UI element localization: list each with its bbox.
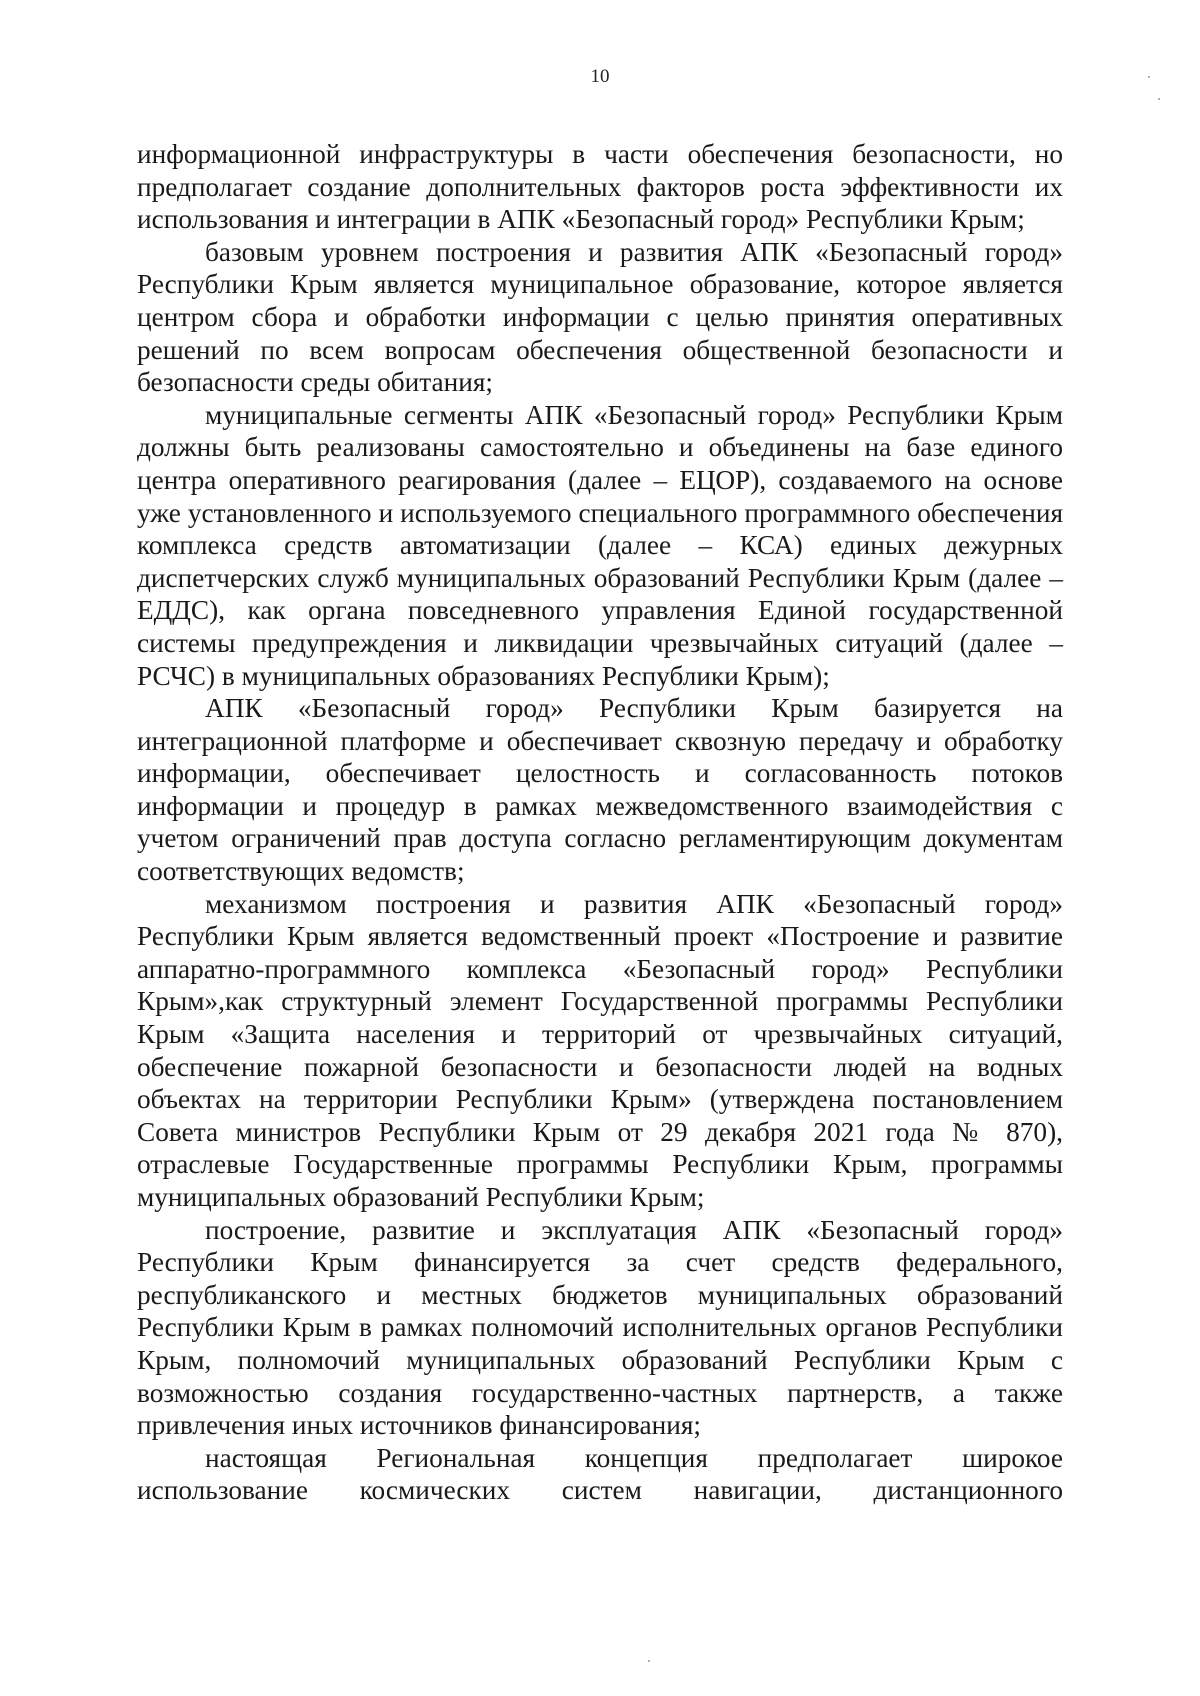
paragraph-3: муниципальные сегменты АПК «Безопасный город» Республики Крым должны быть реализованы самостоятельно и объединены на базе единого центра оперативного реагирования (далее – ЕЦОР), создаваемого на основе уже установленного и используемого специального программного обеспечения комплекса средств автоматизации (далее – КСА) единых дежурных диспетчерских служб муниципальных образований Республики Крым (далее – ЕДДС), как органа повседневного управления Единой государственной системы предупреждения и ликвидации чрезвычайных ситуаций (далее – РСЧС) в муниципальных образованиях Республики Крым);	[137, 399, 1063, 691]
paragraph-7: настоящая Региональная концепция предполагает широкое использование космических систем навигации, дистанционного	[137, 1442, 1063, 1506]
paragraph-6: построение, развитие и эксплуатация АПК «Безопасный город» Республики Крым финансируется за счет средств федерального, республиканского и местных бюджетов муниципальных образований Республики Крым в рамках полномочий исполнительных органов Республики Крым, полномочий муниципальных образований Республики Крым с возможностью создания государственно-частных партнерств, а также привлечения иных источников финансирования;	[137, 1214, 1063, 1441]
scan-speck	[1158, 98, 1160, 100]
paragraph-5: механизмом построения и развития АПК «Безопасный город» Республики Крым является ведомственный проект «Построение и развитие аппаратно-программного комплекса «Безопасный город» Республики Крым»,как структурный элемент Государственной программы Республики Крым «Защита населения и территорий от чрезвычайных ситуаций, обеспечение пожарной безопасности и безопасности людей на водных объектах на территории Республики Крым» (утверждена постановлением Совета министров Республики Крым от 29 декабря 2021 года № 870), отраслевые Государственные программы Республики Крым, программы муниципальных образований Республики Крым;	[137, 888, 1063, 1212]
body-text	[137, 138, 1063, 1507]
page-number: 10	[590, 66, 610, 87]
scan-speck	[648, 1660, 650, 1662]
paragraph-1: информационной инфраструктуры в части обеспечения безопасности, но предполагает создание дополнительных факторов роста эффективности их использования и интеграции в АПК «Безопасный город» Республики Крым;	[137, 139, 1063, 235]
paragraph-2: базовым уровнем построения и развития АПК «Безопасный город» Республики Крым является муниципальное образование, которое является центром сбора и обработки информации с целью принятия оперативных решений по всем вопросам обеспечения общественной безопасности и безопасности среды обитания;	[137, 236, 1063, 398]
scan-speck	[1148, 76, 1150, 78]
paragraph-4: АПК «Безопасный город» Республики Крым базируется на интеграционной платформе и обеспечивает сквозную передачу и обработку информации, обеспечивает целостность и согласованность потоков информации и процедур в рамках межведомственного взаимодействия с учетом ограничений прав доступа согласно регламентирующим документам соответствующих ведомств;	[137, 693, 1063, 887]
